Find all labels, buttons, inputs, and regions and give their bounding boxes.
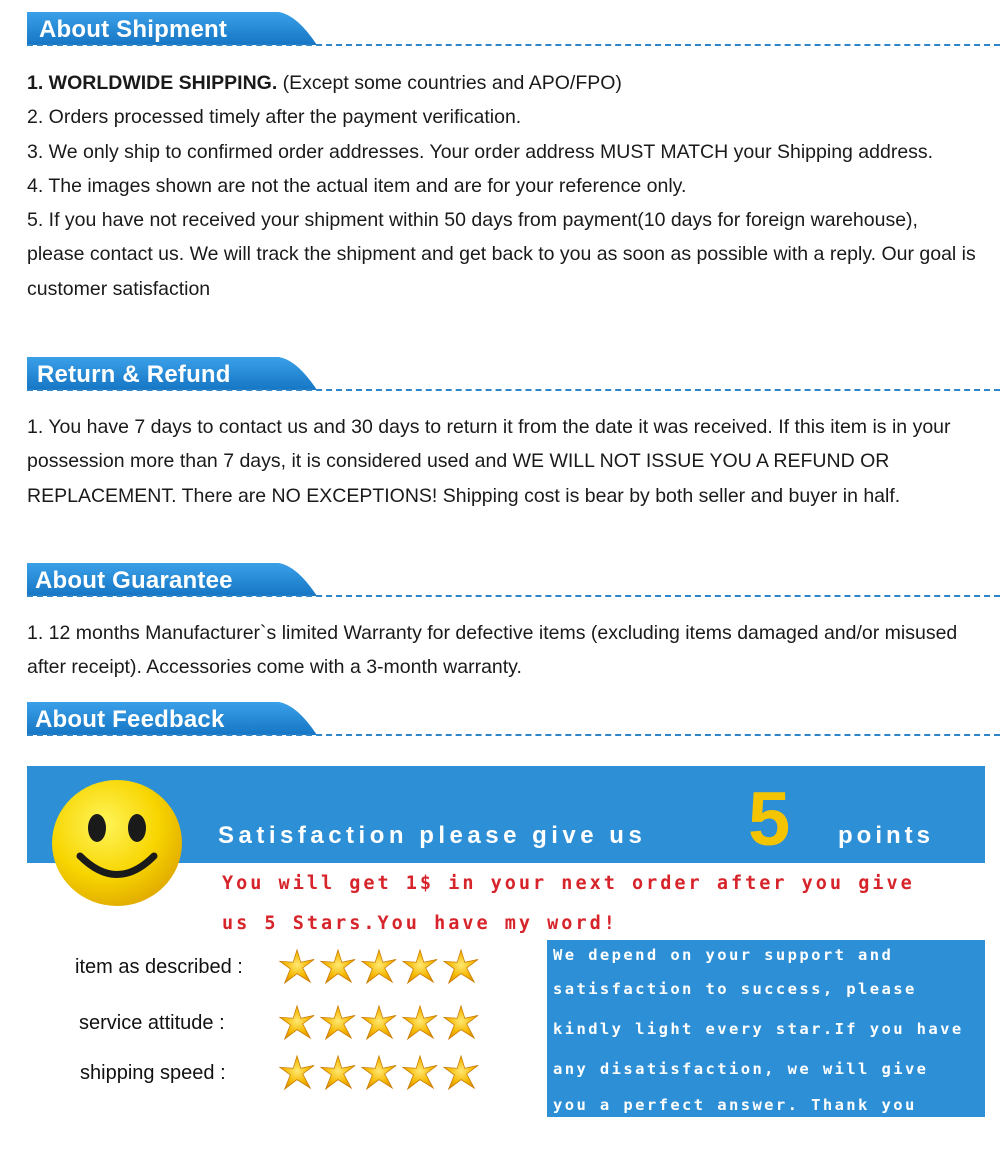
reward-text-line-2: us 5 Stars.You have my word! [222,913,618,934]
star-icon [442,947,480,987]
guarantee-item-1: 1. 12 months Manufacturer`s limited Warranty for defective items (excluding items damaged and/or misused after receipt). Accessories come with a 3-month warranty. [27,622,958,679]
dashed-divider [27,734,1000,736]
star-group [278,1003,480,1043]
rating-label: shipping speed : [80,1062,226,1084]
section-header-guarantee [27,563,1000,597]
points-text: points [838,822,934,849]
smiley-face-icon [50,778,184,908]
section-title-feedback: About Feedback [35,706,225,733]
satisfaction-text: Satisfaction please give us [218,822,647,849]
star-icon [401,1003,439,1043]
dashed-divider [27,44,1000,46]
section-title-shipment: About Shipment [39,16,228,43]
reward-text-line-1: You will get 1$ in your next order after you give [222,873,915,894]
refund-text [27,410,977,513]
star-icon [319,1053,357,1093]
guarantee-text [27,616,977,685]
section-title-guarantee: About Guarantee [35,567,233,594]
refund-item-1: 1. You have 7 days to contact us and 30 days to return it from the date it was received. If this item is in your possession more than 7 days, it is considered used and WE WILL NOT ISSUE YOU A REFUND OR REPLACEMENT. There are NO EXCEPTIONS! Shipping cost is bear by both seller and buyer in half. [27,416,951,507]
star-icon [360,1003,398,1043]
rating-label: item as described : [75,956,243,978]
section-header-refund [27,357,1000,391]
shipment-item-1-bold: 1. WORLDWIDE SHIPPING. [27,72,278,94]
support-line: satisfaction to success, please [553,980,917,998]
star-icon [442,1053,480,1093]
star-icon [360,1053,398,1093]
star-icon [319,1003,357,1043]
dashed-divider [27,389,1000,391]
star-icon [278,947,316,987]
shipment-item-1-rest: (Except some countries and APO/FPO) [277,72,622,94]
star-icon [401,1053,439,1093]
dashed-divider [27,595,1000,597]
star-icon [278,1003,316,1043]
support-line: kindly light every star.If you have [553,1020,964,1038]
star-icon [401,947,439,987]
section-header-feedback [27,702,1000,736]
support-message-box [547,940,985,1117]
section-title-refund: Return & Refund [37,361,231,388]
shipment-item-5: 5. If you have not received your shipment within 50 days from payment(10 days for foreign warehouse), please contact us. We will track the shipment and get back to you as soon as possible with a reply. Our goal is customer satisfaction [27,209,976,300]
support-line: you a perfect answer. Thank you [553,1096,917,1114]
star-icon [442,1003,480,1043]
shipment-text [27,66,977,306]
big-five: 5 [748,777,791,862]
star-group [278,947,480,987]
shipment-item-2: 2. Orders processed timely after the payment verification. [27,106,522,129]
rating-label: service attitude : [79,1012,225,1034]
shipment-item-4: 4. The images shown are not the actual item and are for your reference only. [27,174,687,197]
support-line: We depend on your support and [553,946,894,964]
star-group [278,1053,480,1093]
shipment-item-3: 3. We only ship to confirmed order addresses. Your order address MUST MATCH your Shipping address. [27,140,934,163]
shipment-item-1 [27,66,977,100]
support-line: any disatisfaction, we will give [553,1060,929,1078]
star-icon [278,1053,316,1093]
section-header-shipment [27,12,1000,46]
star-icon [319,947,357,987]
star-icon [360,947,398,987]
